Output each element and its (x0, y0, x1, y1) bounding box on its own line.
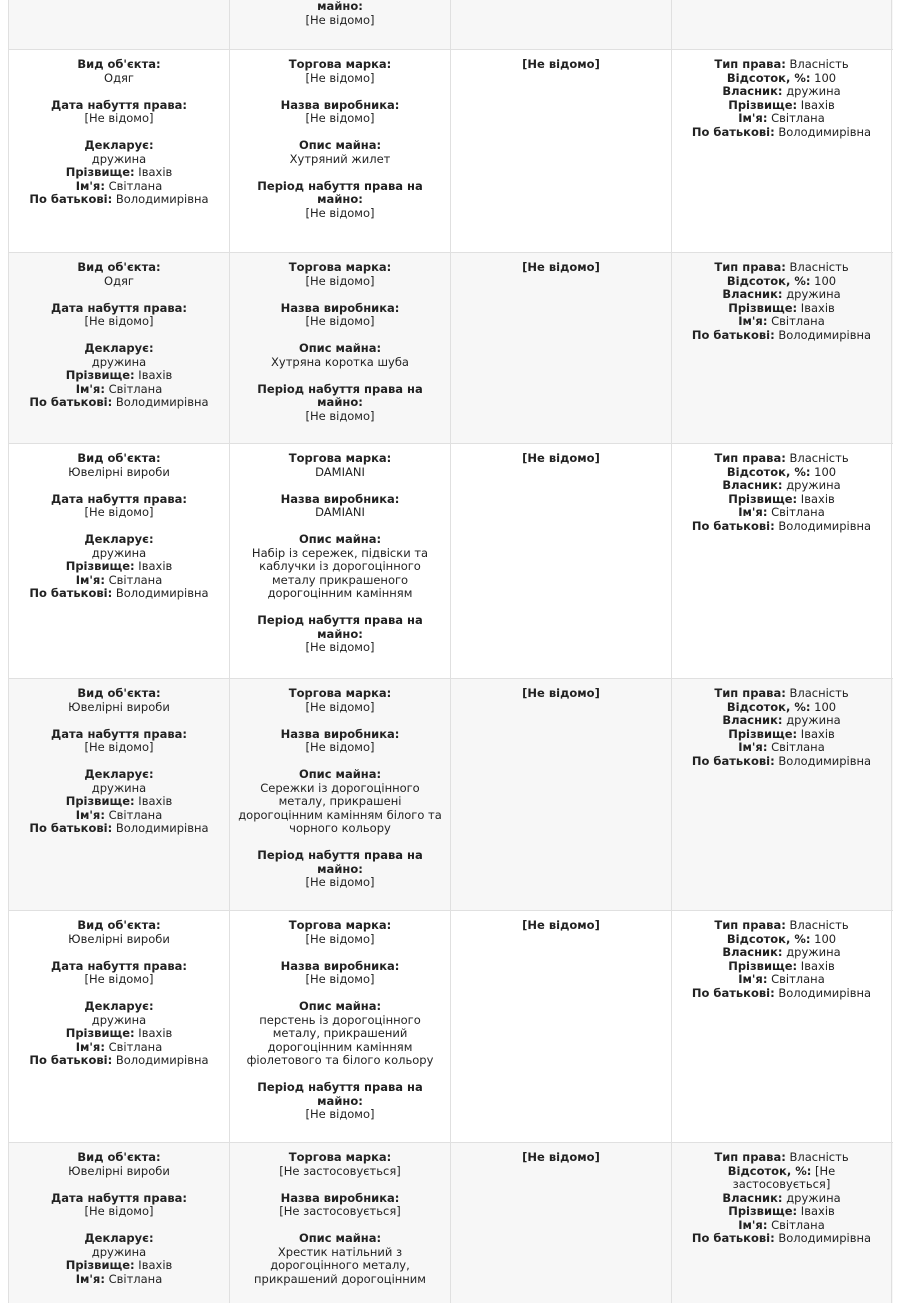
object-type-value: Ювелірні вироби (68, 931, 170, 946)
manufacturer-label: Назва виробника: (280, 300, 400, 315)
right-cell (671, 911, 892, 1142)
period-value: [Не відомо] (305, 875, 375, 889)
owner-surname-value: Івахів (800, 958, 835, 973)
name-label: Ім'я: (75, 1271, 105, 1286)
acq-date-label: Дата набуття права: (51, 491, 187, 506)
table-row (8, 253, 893, 444)
description-value: Набір із сережек, підвіски та каблучки із дорогоцінного металу прикрашеного дорогоцінним камінням (251, 545, 429, 600)
owner-label: Власник: (722, 1190, 783, 1205)
table-cell (229, 0, 450, 49)
description-label: Опис майна: (298, 1231, 382, 1245)
patronymic-label: По батькові: (29, 821, 113, 835)
owner-name-value: Світлана (771, 111, 825, 125)
manufacturer-value: [Не відомо] (305, 972, 375, 986)
right-cell (671, 50, 892, 252)
brand-value: [Не застосовується] (279, 1163, 401, 1178)
surname-label: Прізвище: (65, 559, 135, 573)
declarer-value: дружина (91, 1012, 147, 1027)
declarer-value: дружина (91, 780, 147, 795)
manufacturer-label: Назва виробника: (280, 97, 400, 112)
period-label: Період набуття права на майно: (257, 848, 423, 876)
declares-label: Декларує: (84, 999, 154, 1013)
manufacturer-label: Назва виробника: (280, 726, 400, 741)
owner-patronymic-value: Володимирівна (778, 985, 872, 1000)
owner-label: Власник: (722, 945, 783, 959)
object-type-value: Ювелірні вироби (68, 699, 170, 714)
brand-label: Торгова марка: (288, 451, 392, 465)
value-cell (450, 253, 671, 443)
value-unknown: [Не відомо] (522, 918, 600, 932)
table-cell (8, 0, 229, 49)
acq-date-value: [Не відомо] (84, 111, 154, 125)
patronymic-label: По батькові: (691, 518, 775, 533)
period-value: [Не відомо] (305, 408, 375, 423)
owner-value: дружина (786, 1190, 841, 1205)
surname-value: Івахів (138, 1258, 173, 1272)
object-type-value: Одяг (104, 70, 134, 85)
value-cell (450, 1143, 671, 1303)
object-cell (8, 911, 229, 1142)
period-label: Період набуття права на майно: (257, 613, 423, 641)
patronymic-label: По батькові: (691, 124, 775, 139)
share-value: 100 (814, 273, 837, 288)
object-type-label: Вид об'єкта: (77, 1150, 161, 1164)
name-value: Світлана (108, 807, 163, 822)
period-label: Період набуття права на майно: (257, 178, 423, 206)
table-row (8, 50, 893, 253)
patronymic-label: По батькові: (29, 192, 113, 206)
right-cell (671, 679, 892, 910)
patronymic-value: Володимирівна (115, 1053, 209, 1067)
object-cell (8, 679, 229, 910)
property-cell (229, 444, 450, 678)
manufacturer-value: [Не відомо] (305, 740, 375, 754)
surname-value: Івахів (138, 368, 173, 382)
description-value: Сережки із дорогоцінного металу, прикрашені дорогоцінним камінням білого та чорного кольору (238, 780, 442, 835)
object-cell (8, 50, 229, 252)
owner-name-value: Світлана (771, 505, 825, 519)
owner-value: дружина (786, 287, 841, 301)
table-row (8, 0, 893, 50)
name-label: Ім'я: (738, 505, 768, 519)
patronymic-value: Володимирівна (115, 192, 209, 206)
share-value: 100 (814, 70, 837, 85)
name-value: Світлана (108, 572, 163, 587)
owner-surname-value: Івахів (800, 300, 835, 315)
declarer-value: дружина (91, 1244, 147, 1259)
period-label-tail: майно: (317, 0, 363, 13)
share-label: Відсоток, %: (726, 699, 811, 714)
share-value: 100 (814, 931, 837, 946)
right-type-label: Тип права: (714, 686, 786, 700)
acq-date-label: Дата набуття права: (51, 726, 187, 741)
right-type-label: Тип права: (714, 451, 786, 465)
name-label: Ім'я: (75, 381, 105, 396)
description-value: Хрестик натільний з дорогоцінного металу, прикрашений дорогоцінним (254, 1244, 426, 1286)
surname-label: Прізвище: (728, 300, 798, 315)
brand-label: Торгова марка: (288, 57, 392, 71)
surname-value: Івахів (138, 1026, 173, 1040)
name-label: Ім'я: (738, 314, 768, 328)
owner-name-value: Світлана (771, 972, 825, 986)
object-type-label: Вид об'єкта: (77, 260, 161, 274)
object-type-label: Вид об'єкта: (77, 686, 161, 700)
object-type-value: Ювелірні вироби (68, 1163, 170, 1178)
share-value: 100 (814, 464, 837, 479)
owner-patronymic-value: Володимирівна (778, 753, 872, 768)
surname-label: Прізвище: (728, 726, 798, 741)
manufacturer-label: Назва виробника: (280, 958, 400, 973)
acq-date-label: Дата набуття права: (51, 97, 187, 112)
period-value: [Не відомо] (305, 205, 375, 220)
patronymic-label: По батькові: (691, 1231, 775, 1245)
property-cell (229, 911, 450, 1142)
object-cell (8, 1143, 229, 1303)
right-cell (671, 444, 892, 678)
share-value: [Не (815, 1163, 836, 1178)
table-row (8, 679, 893, 911)
patronymic-value: Володимирівна (115, 395, 209, 409)
table-row (8, 444, 893, 679)
acq-date-value: [Не відомо] (84, 1204, 154, 1218)
name-label: Ім'я: (75, 1039, 105, 1054)
owner-label: Власник: (722, 84, 783, 98)
share-label: Відсоток, %: (727, 1163, 812, 1178)
name-label: Ім'я: (738, 1217, 768, 1232)
name-label: Ім'я: (738, 740, 768, 754)
name-label: Ім'я: (75, 807, 105, 822)
object-cell (8, 444, 229, 678)
brand-value: [Не відомо] (305, 699, 375, 714)
description-label: Опис майна: (298, 341, 382, 355)
brand-value: [Не відомо] (305, 273, 375, 288)
brand-label: Торгова марка: (288, 686, 392, 700)
surname-label: Прізвище: (728, 1204, 798, 1218)
surname-value: Івахів (138, 794, 173, 808)
acq-date-label: Дата набуття права: (51, 1190, 187, 1205)
patronymic-label: По батькові: (29, 1053, 113, 1067)
right-cell (671, 1143, 892, 1303)
surname-label: Прізвище: (65, 1258, 135, 1272)
value-unknown: [Не відомо] (522, 451, 600, 465)
patronymic-label: По батькові: (691, 753, 775, 768)
acq-date-label: Дата набуття права: (51, 958, 187, 973)
right-cell (671, 253, 892, 443)
manufacturer-label: Назва виробника: (280, 1190, 400, 1205)
right-type-value: Власність (789, 260, 849, 274)
manufacturer-value: DAMIANI (315, 505, 365, 519)
declares-label: Декларує: (84, 341, 154, 355)
owner-surname-value: Івахів (800, 1204, 835, 1218)
description-value: Хутряна коротка шуба (271, 354, 409, 369)
brand-value: DAMIANI (315, 464, 365, 479)
description-value: перстень із дорогоцінного металу, прикрашений дорогоцінним камінням фіолетового та білого кольору (246, 1012, 434, 1067)
acq-date-value: [Не відомо] (84, 740, 154, 754)
name-value: Світлана (108, 178, 163, 193)
surname-label: Прізвище: (65, 794, 135, 808)
description-label: Опис майна: (298, 767, 382, 781)
object-type-label: Вид об'єкта: (77, 57, 161, 71)
owner-value: дружина (786, 713, 841, 727)
owner-surname-value: Івахів (800, 97, 835, 112)
owner-name-value: Світлана (771, 314, 825, 328)
right-type-label: Тип права: (714, 1150, 786, 1164)
right-type-value: Власність (789, 1150, 849, 1164)
share-label: Відсоток, %: (726, 931, 811, 946)
surname-label: Прізвище: (65, 1026, 135, 1040)
object-cell (8, 253, 229, 443)
property-cell (229, 679, 450, 910)
table-cell (450, 0, 671, 49)
table-row (8, 911, 893, 1143)
property-cell (229, 253, 450, 443)
surname-label: Прізвище: (65, 165, 135, 179)
right-type-value: Власність (789, 57, 849, 71)
declarer-value: дружина (91, 545, 147, 560)
value-cell (450, 911, 671, 1142)
manufacturer-value: [Не застосовується] (279, 1204, 401, 1218)
manufacturer-value: [Не відомо] (305, 111, 375, 125)
declarer-value: дружина (91, 354, 147, 369)
object-type-value: Одяг (104, 273, 134, 288)
value-unknown: [Не відомо] (522, 260, 600, 274)
declares-label: Декларує: (84, 532, 154, 546)
declares-label: Декларує: (84, 1231, 154, 1245)
owner-name-value: Світлана (771, 1217, 825, 1232)
right-type-label: Тип права: (714, 260, 786, 274)
patronymic-label: По батькові: (29, 586, 113, 600)
property-cell (229, 50, 450, 252)
right-type-label: Тип права: (714, 57, 786, 71)
value-cell (450, 444, 671, 678)
owner-label: Власник: (722, 713, 783, 727)
owner-value: дружина (786, 84, 841, 98)
description-label: Опис майна: (298, 532, 382, 546)
owner-surname-value: Івахів (800, 491, 835, 506)
period-label: Період набуття права на майно: (257, 1080, 423, 1108)
owner-patronymic-value: Володимирівна (778, 518, 872, 533)
value-unknown: [Не відомо] (522, 1150, 600, 1164)
surname-value: Івахів (138, 559, 173, 573)
period-value: [Не відомо] (305, 12, 375, 27)
description-label: Опис майна: (298, 138, 382, 152)
right-type-label: Тип права: (714, 918, 786, 932)
manufacturer-value: [Не відомо] (305, 314, 375, 328)
surname-label: Прізвище: (728, 491, 798, 506)
owner-value: дружина (786, 478, 841, 492)
table-row (8, 1143, 893, 1303)
acq-date-value: [Не відомо] (84, 505, 154, 519)
owner-patronymic-value: Володимирівна (778, 1231, 872, 1245)
property-cell (229, 1143, 450, 1303)
value-cell (450, 679, 671, 910)
name-value: Світлана (108, 381, 163, 396)
name-label: Ім'я: (738, 111, 768, 125)
share-label: Відсоток, %: (726, 70, 811, 85)
surname-value: Івахів (138, 165, 173, 179)
object-type-label: Вид об'єкта: (77, 451, 161, 465)
surname-label: Прізвище: (728, 97, 798, 112)
period-value: [Не відомо] (305, 640, 375, 654)
declares-label: Декларує: (84, 138, 154, 152)
owner-patronymic-value: Володимирівна (778, 327, 872, 342)
brand-value: [Не відомо] (305, 931, 375, 946)
declarer-value: дружина (91, 151, 147, 166)
patronymic-label: По батькові: (691, 985, 775, 1000)
table-cell (671, 0, 892, 49)
name-value: Світлана (108, 1271, 163, 1286)
declaration-table (8, 0, 893, 1303)
surname-label: Прізвище: (65, 368, 135, 382)
patronymic-value: Володимирівна (115, 586, 209, 600)
share-value: 100 (814, 699, 837, 714)
object-type-value: Ювелірні вироби (68, 464, 170, 479)
brand-value: [Не відомо] (305, 70, 375, 85)
declares-label: Декларує: (84, 767, 154, 781)
owner-surname-value: Івахів (800, 726, 835, 741)
value-unknown: [Не відомо] (522, 57, 600, 71)
object-type-label: Вид об'єкта: (77, 918, 161, 932)
description-label: Опис майна: (298, 999, 382, 1013)
acq-date-label: Дата набуття права: (51, 300, 187, 315)
owner-patronymic-value: Володимирівна (778, 124, 872, 139)
patronymic-value: Володимирівна (115, 821, 209, 835)
value-unknown: [Не відомо] (522, 686, 600, 700)
acq-date-value: [Не відомо] (84, 972, 154, 986)
share-label: Відсоток, %: (726, 273, 811, 288)
acq-date-value: [Не відомо] (84, 314, 154, 328)
brand-label: Торгова марка: (288, 260, 392, 274)
period-label: Період набуття права на майно: (257, 381, 423, 409)
name-label: Ім'я: (75, 572, 105, 587)
value-cell (450, 50, 671, 252)
owner-label: Власник: (722, 478, 783, 492)
surname-label: Прізвище: (728, 958, 798, 973)
owner-name-value: Світлана (771, 740, 825, 754)
patronymic-label: По батькові: (691, 327, 775, 342)
brand-label: Торгова марка: (288, 1150, 392, 1164)
patronymic-label: По батькові: (29, 395, 113, 409)
right-type-value: Власність (789, 918, 849, 932)
share-value-cont: застосовується] (732, 1177, 831, 1191)
manufacturer-label: Назва виробника: (280, 491, 400, 506)
name-label: Ім'я: (738, 972, 768, 986)
brand-label: Торгова марка: (288, 918, 392, 932)
owner-label: Власник: (722, 287, 783, 301)
owner-value: дружина (786, 945, 841, 959)
right-type-value: Власність (789, 686, 849, 700)
name-value: Світлана (108, 1039, 163, 1054)
description-value: Хутряний жилет (289, 151, 391, 166)
right-type-value: Власність (789, 451, 849, 465)
share-label: Відсоток, %: (726, 464, 811, 479)
name-label: Ім'я: (75, 178, 105, 193)
period-value: [Не відомо] (305, 1107, 375, 1121)
